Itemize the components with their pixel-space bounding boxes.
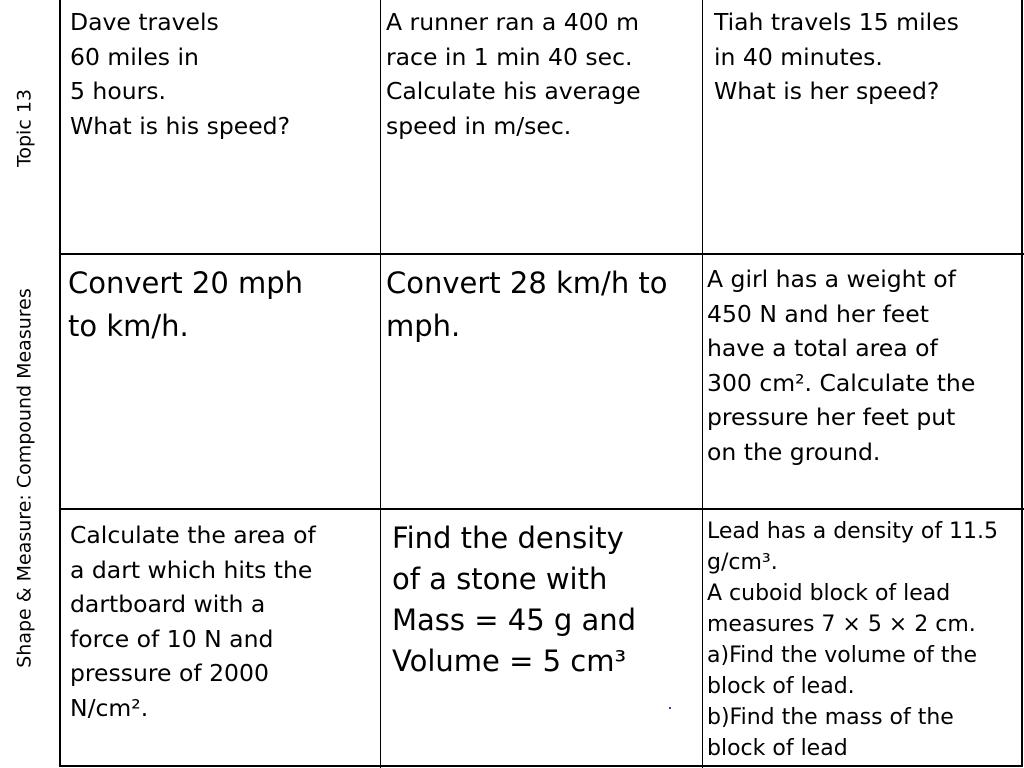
stray-dot (669, 707, 671, 709)
question-cell: Convert 20 mph to km/h. (68, 266, 304, 343)
sidebar (0, 0, 59, 768)
question-cell: Convert 28 km/h to mph. (386, 266, 668, 343)
column-divider (380, 0, 381, 768)
row-divider (59, 508, 1024, 510)
question-cell: A runner ran a 400 m race in 1 min 40 sec. Calculate his average speed in m/sec. (386, 8, 641, 140)
question-cell: A girl has a weight of 450 N and her feet have a total area of 300 cm². Calculate the pressure her feet put on the ground. (707, 265, 976, 466)
question-cell: Tiah travels 15 miles in 40 minutes. What is her speed? (714, 8, 959, 105)
question-cell: Dave travels 60 miles in 5 hours. What is his speed? (70, 8, 291, 140)
topic-label: Topic 13 (13, 88, 36, 168)
row-divider (59, 253, 1024, 255)
question-cell: Calculate the area of a dart which hits the dartboard with a force of 10 N and pressure of 2000 N/cm². (70, 521, 316, 722)
question-cell: Lead has a density of 11.5 g/cm³. A cuboid block of lead measures 7 × 5 × 2 cm. a)Find the volume of the block of lead. b)Find the mass of the block of lead (707, 519, 999, 761)
subject-label: Shape & Measure: Compound Measures (13, 288, 36, 668)
column-divider (702, 0, 703, 768)
question-cell: Find the density of a stone with Mass = 45 g and Volume = 5 cm³ (392, 521, 637, 678)
